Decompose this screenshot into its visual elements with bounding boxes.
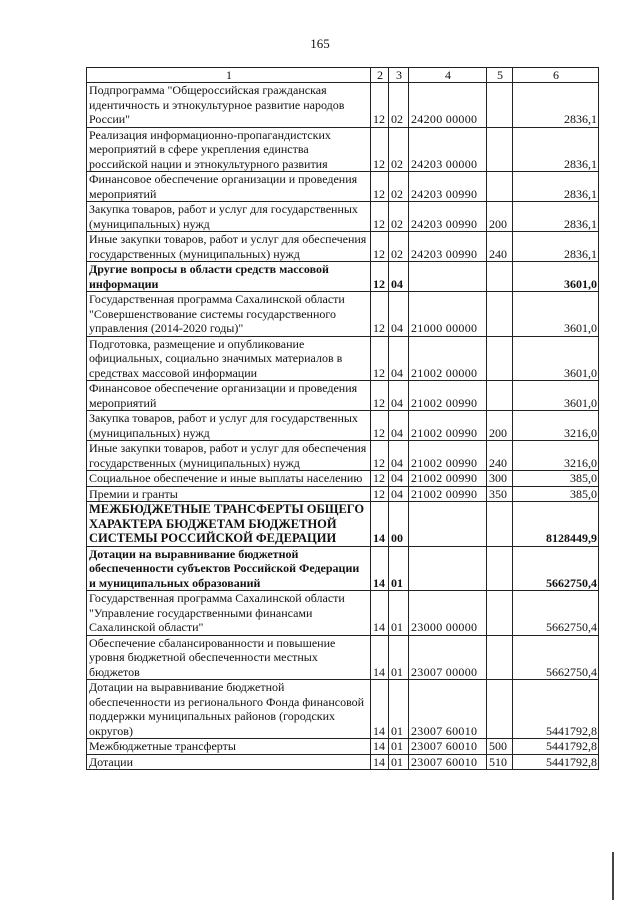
cell-amount: 2836,1 — [513, 83, 599, 128]
page-number: 165 — [310, 36, 330, 51]
cell-section: 14 — [371, 680, 389, 739]
table-row — [87, 754, 599, 770]
cell-expense-type: 240 — [487, 232, 513, 262]
cell-amount: 2836,1 — [513, 202, 599, 232]
cell-subsection: 04 — [389, 262, 409, 292]
cell-amount: 5441792,8 — [513, 739, 599, 755]
cell-subsection: 01 — [389, 680, 409, 739]
cell-subsection: 04 — [389, 336, 409, 381]
cell-amount: 3601,0 — [513, 262, 599, 292]
cell-section: 12 — [371, 471, 389, 487]
table-row — [87, 471, 599, 487]
table-row — [87, 441, 599, 471]
cell-section: 14 — [371, 546, 389, 591]
cell-target-article: 23007 60010 — [409, 754, 487, 770]
cell-name: Подпрограмма "Общероссийская гражданская идентичность и этнокультурное развитие народов России" — [87, 83, 371, 128]
cell-name: Реализация информационно-пропагандистских мероприятий в сфере укрепления единства российской нации и этнокультурного развития — [87, 127, 371, 172]
cell-amount: 3601,0 — [513, 336, 599, 381]
table-body — [87, 83, 599, 770]
table-row — [87, 202, 599, 232]
cell-name: Иные закупки товаров, работ и услуг для обеспечения государственных (муниципальных) нужд — [87, 232, 371, 262]
cell-expense-type: 350 — [487, 486, 513, 502]
table-row — [87, 546, 599, 591]
cell-target-article: 24200 00000 — [409, 83, 487, 128]
cell-target-article — [409, 546, 487, 591]
cell-subsection: 00 — [389, 502, 409, 547]
cell-subsection: 02 — [389, 202, 409, 232]
cell-expense-type — [487, 591, 513, 636]
cell-name: Подготовка, размещение и опубликование официальных, социально значимых материалов в средствах массовой информации — [87, 336, 371, 381]
cell-name: Социальное обеспечение и иные выплаты населению — [87, 471, 371, 487]
cell-section: 14 — [371, 739, 389, 755]
cell-amount: 3601,0 — [513, 292, 599, 337]
cell-expense-type — [487, 381, 513, 411]
table-header-row — [87, 68, 599, 83]
cell-section: 12 — [371, 232, 389, 262]
cell-name: Дотации на выравнивание бюджетной обеспеченности субъектов Российской Федерации и муниципальных образований — [87, 546, 371, 591]
cell-target-article: 21002 00990 — [409, 381, 487, 411]
cell-target-article: 24203 00990 — [409, 232, 487, 262]
cell-name: Государственная программа Сахалинской области "Управление государственными финансами Сахалинской области" — [87, 591, 371, 636]
cell-expense-type — [487, 680, 513, 739]
cell-name: Закупка товаров, работ и услуг для государственных (муниципальных) нужд — [87, 411, 371, 441]
cell-subsection: 02 — [389, 83, 409, 128]
cell-expense-type: 500 — [487, 739, 513, 755]
cell-section: 12 — [371, 262, 389, 292]
cell-expense-type — [487, 172, 513, 202]
cell-section: 14 — [371, 591, 389, 636]
table-row — [87, 127, 599, 172]
cell-name: Иные закупки товаров, работ и услуг для обеспечения государственных (муниципальных) нужд — [87, 441, 371, 471]
budget-table — [86, 67, 599, 770]
cell-section: 14 — [371, 502, 389, 547]
cell-name: Финансовое обеспечение организации и проведения мероприятий — [87, 172, 371, 202]
cell-target-article: 24203 00000 — [409, 127, 487, 172]
table-row — [87, 411, 599, 441]
table-row — [87, 591, 599, 636]
cell-expense-type — [487, 546, 513, 591]
cell-expense-type — [487, 127, 513, 172]
cell-section: 12 — [371, 336, 389, 381]
table-row — [87, 486, 599, 502]
header-col-name: 1 — [87, 68, 371, 83]
cell-subsection: 02 — [389, 172, 409, 202]
cell-subsection: 01 — [389, 591, 409, 636]
cell-name: Государственная программа Сахалинской области "Совершенствование системы государственного управления (2014-2020 годы)" — [87, 292, 371, 337]
cell-target-article — [409, 502, 487, 547]
cell-expense-type — [487, 262, 513, 292]
cell-expense-type — [487, 502, 513, 547]
cell-subsection: 04 — [389, 471, 409, 487]
table-row — [87, 635, 599, 680]
header-col-target-article: 4 — [409, 68, 487, 83]
cell-subsection: 02 — [389, 127, 409, 172]
cell-subsection: 04 — [389, 381, 409, 411]
cell-expense-type: 240 — [487, 441, 513, 471]
table-row — [87, 83, 599, 128]
cell-amount: 2836,1 — [513, 232, 599, 262]
cell-name: Другие вопросы в области средств массовой информации — [87, 262, 371, 292]
table-row — [87, 680, 599, 739]
cell-name: Финансовое обеспечение организации и проведения мероприятий — [87, 381, 371, 411]
table-row — [87, 739, 599, 755]
table-row — [87, 292, 599, 337]
cell-target-article: 21002 00990 — [409, 411, 487, 441]
cell-amount: 5441792,8 — [513, 680, 599, 739]
cell-target-article: 23007 60010 — [409, 680, 487, 739]
cell-expense-type: 200 — [487, 411, 513, 441]
cell-subsection: 04 — [389, 292, 409, 337]
cell-expense-type — [487, 635, 513, 680]
cell-section: 12 — [371, 441, 389, 471]
cell-name: МЕЖБЮДЖЕТНЫЕ ТРАНСФЕРТЫ ОБЩЕГО ХАРАКТЕРА БЮДЖЕТАМ БЮДЖЕТНОЙ СИСТЕМЫ РОССИЙСКОЙ ФЕДЕРАЦИИ — [87, 502, 371, 547]
cell-amount: 385,0 — [513, 471, 599, 487]
cell-subsection: 01 — [389, 635, 409, 680]
table-row — [87, 262, 599, 292]
cell-subsection: 04 — [389, 441, 409, 471]
header-col-subsection: 3 — [389, 68, 409, 83]
cell-amount: 5441792,8 — [513, 754, 599, 770]
cell-expense-type — [487, 292, 513, 337]
scan-edge-mark — [612, 852, 614, 900]
cell-amount: 385,0 — [513, 486, 599, 502]
cell-expense-type — [487, 83, 513, 128]
cell-section: 12 — [371, 202, 389, 232]
cell-amount: 3601,0 — [513, 381, 599, 411]
cell-subsection: 01 — [389, 739, 409, 755]
cell-section: 14 — [371, 754, 389, 770]
cell-expense-type: 510 — [487, 754, 513, 770]
cell-section: 12 — [371, 172, 389, 202]
cell-target-article — [409, 262, 487, 292]
cell-section: 14 — [371, 635, 389, 680]
cell-subsection: 01 — [389, 754, 409, 770]
cell-amount: 3216,0 — [513, 441, 599, 471]
table-row — [87, 336, 599, 381]
table-row — [87, 381, 599, 411]
cell-amount: 3216,0 — [513, 411, 599, 441]
header-col-expense-type: 5 — [487, 68, 513, 83]
cell-name: Дотации на выравнивание бюджетной обеспеченности из регионального Фонда финансовой поддержки муниципальных районов (городских округов) — [87, 680, 371, 739]
cell-subsection: 02 — [389, 232, 409, 262]
cell-name: Дотации — [87, 754, 371, 770]
cell-target-article: 23007 60010 — [409, 739, 487, 755]
cell-name: Закупка товаров, работ и услуг для государственных (муниципальных) нужд — [87, 202, 371, 232]
cell-target-article: 21002 00990 — [409, 471, 487, 487]
cell-target-article: 23000 00000 — [409, 591, 487, 636]
table-row — [87, 502, 599, 547]
cell-expense-type: 300 — [487, 471, 513, 487]
cell-target-article: 23007 00000 — [409, 635, 487, 680]
cell-amount: 5662750,4 — [513, 635, 599, 680]
cell-amount: 5662750,4 — [513, 591, 599, 636]
table-row — [87, 172, 599, 202]
cell-amount: 2836,1 — [513, 127, 599, 172]
cell-amount: 2836,1 — [513, 172, 599, 202]
cell-target-article: 24203 00990 — [409, 172, 487, 202]
cell-name: Обеспечение сбалансированности и повышение уровня бюджетной обеспеченности местных бюджетов — [87, 635, 371, 680]
cell-target-article: 21000 00000 — [409, 292, 487, 337]
cell-section: 12 — [371, 486, 389, 502]
cell-target-article: 24203 00990 — [409, 202, 487, 232]
cell-target-article: 21002 00990 — [409, 441, 487, 471]
header-col-section: 2 — [371, 68, 389, 83]
cell-amount: 8128449,9 — [513, 502, 599, 547]
cell-subsection: 01 — [389, 546, 409, 591]
cell-amount: 5662750,4 — [513, 546, 599, 591]
header-col-amount: 6 — [513, 68, 599, 83]
cell-expense-type — [487, 336, 513, 381]
cell-name: Межбюджетные трансферты — [87, 739, 371, 755]
cell-target-article: 21002 00000 — [409, 336, 487, 381]
cell-section: 12 — [371, 292, 389, 337]
cell-section: 12 — [371, 127, 389, 172]
cell-target-article: 21002 00990 — [409, 486, 487, 502]
cell-section: 12 — [371, 381, 389, 411]
table-row — [87, 232, 599, 262]
cell-name: Премии и гранты — [87, 486, 371, 502]
cell-subsection: 04 — [389, 411, 409, 441]
cell-section: 12 — [371, 83, 389, 128]
cell-expense-type: 200 — [487, 202, 513, 232]
cell-subsection: 04 — [389, 486, 409, 502]
cell-section: 12 — [371, 411, 389, 441]
